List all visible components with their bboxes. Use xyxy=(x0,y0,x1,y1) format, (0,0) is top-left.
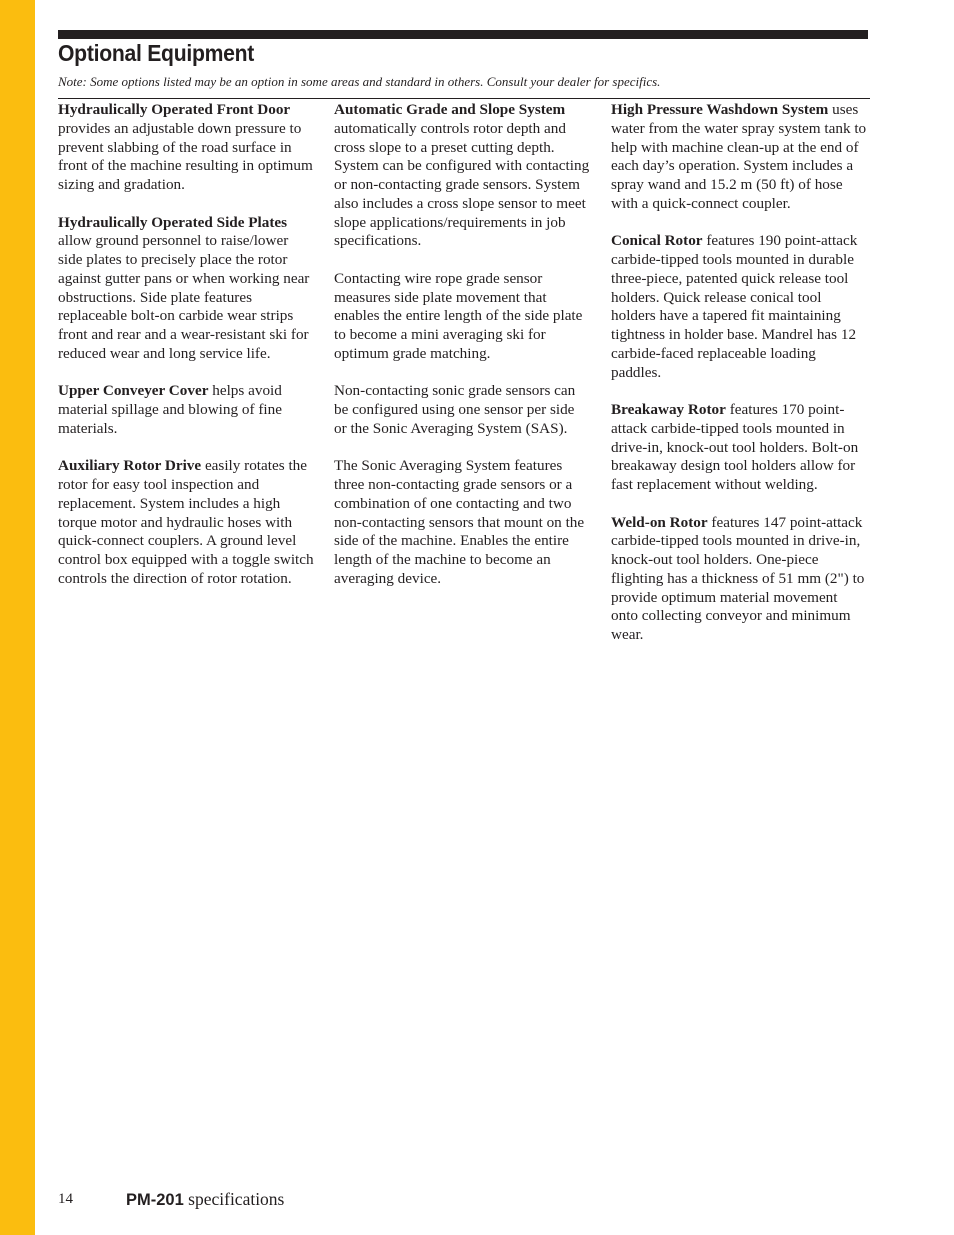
paragraph-heading: Automatic Grade and Slope System xyxy=(334,101,566,118)
paragraph-text: automatically controls rotor depth and cross slope to a preset cutting depth. System can be configured with contacting or non-contacting grade sensors. System also includes a cross slope sensor to meet slope applications/requirements in job specifications. xyxy=(334,119,590,250)
paragraph-heading: Upper Conveyer Cover xyxy=(58,382,209,400)
paragraph-heading: Hydraulically Operated Front Door xyxy=(58,101,291,118)
page-footer xyxy=(58,1188,458,1212)
paragraph-text: Contacting wire rope grade sensor measures side plate movement that enables the entire length of the side plate to become a mini averaging ski for optimum grade matching. xyxy=(334,269,583,362)
page-title: Optional Equipment xyxy=(58,40,255,66)
paragraph-text: features 170 point-attack carbide-tipped tools mounted in drive-in, knock-out tool holders. Bolt-on breakaway design tool holders allow for fast replacement without welding. xyxy=(611,401,859,493)
footer-title xyxy=(126,1189,284,1210)
column-3 xyxy=(611,101,867,664)
paragraph-text: helps avoid material spillage and blowing of fine materials. xyxy=(58,382,282,437)
accent-side-band xyxy=(0,0,35,1235)
paragraph-text: The Sonic Averaging System features three non-contacting grade sensors or a combination of one contacting and two non-contacting sensors that mount on the side of the machine. Enables the entire length of the machine to become an averaging device. xyxy=(334,457,585,587)
paragraph-side-plates xyxy=(58,214,314,364)
model-name: PM-201 xyxy=(126,1191,184,1209)
header-rule xyxy=(58,30,868,39)
paragraph-text: uses water from the water spray system tank to help with machine clean-up at the end of each day’s operation. System includes a spray wand and 15.2 m (50 ft) of hose with a quick-connect coupler. xyxy=(611,101,867,212)
paragraph-text: features 190 point-attack carbide-tipped tools mounted in durable three-piece, patented quick release tool holders. Quick release conical tool holders have a tapered fit maintaining tightness in holder base. Mandrel has 12 carbide-faced replaceable loading paddles. xyxy=(611,232,858,381)
paragraph-text: Non-contacting sonic grade sensors can be configured using one sensor per side or the Sonic Averaging System (SAS). xyxy=(334,382,576,437)
paragraph-washdown xyxy=(611,101,867,214)
paragraph-heading: High Pressure Washdown System xyxy=(611,101,829,118)
paragraph-heading: Weld-on Rotor xyxy=(611,513,708,531)
column-1 xyxy=(58,101,314,607)
paragraph-wire-rope-sensor xyxy=(334,270,590,364)
page-note: Note: Some options listed may be an option in some areas and standard in others. Consult your dealer for specifics. xyxy=(58,74,661,89)
paragraph-conveyer-cover xyxy=(58,382,314,438)
paragraph-heading: Auxiliary Rotor Drive xyxy=(58,457,202,475)
paragraph-sonic-sensors xyxy=(334,382,590,438)
column-2 xyxy=(334,101,590,607)
paragraph-front-door xyxy=(58,101,314,195)
paragraph-sonic-averaging xyxy=(334,457,590,588)
paragraph-rotor-drive xyxy=(58,457,314,588)
footer-label: specifications xyxy=(188,1189,285,1209)
note-divider xyxy=(58,98,870,99)
paragraph-heading: Hydraulically Operated Side Plates xyxy=(58,213,288,231)
paragraph-text: features 147 point-attack carbide-tipped tools mounted in drive-in, knock-out tool holders. One-piece flighting has a thickness of 51 mm (2") to provide optimum material movement onto collecting conveyor and minimum wear. xyxy=(611,513,865,643)
paragraph-weld-on-rotor xyxy=(611,514,867,645)
paragraph-breakaway-rotor xyxy=(611,401,867,495)
paragraph-grade-slope xyxy=(334,101,590,251)
page-number: 14 xyxy=(58,1191,73,1207)
paragraph-conical-rotor xyxy=(611,232,867,382)
paragraph-text: provides an adjustable down pressure to prevent slabbing of the road surface in front of the machine resulting in optimum sizing and gradation. xyxy=(58,119,313,193)
paragraph-text: allow ground personnel to raise/lower side plates to precisely place the rotor against gutter pans or when working near obstructions. Side plate features replaceable bolt-on carbide wear strips front and rear and a wear-resistant ski for reduced wear and long service life. xyxy=(58,232,310,362)
paragraph-heading: Conical Rotor xyxy=(611,232,703,250)
paragraph-text: easily rotates the rotor for easy tool inspection and replacement. System includes a high torque motor and hydraulic hoses with quick-connect couplers. A ground level control box equipped with a toggle switch controls the direction of rotor rotation. xyxy=(58,457,314,587)
paragraph-heading: Breakaway Rotor xyxy=(611,401,726,418)
